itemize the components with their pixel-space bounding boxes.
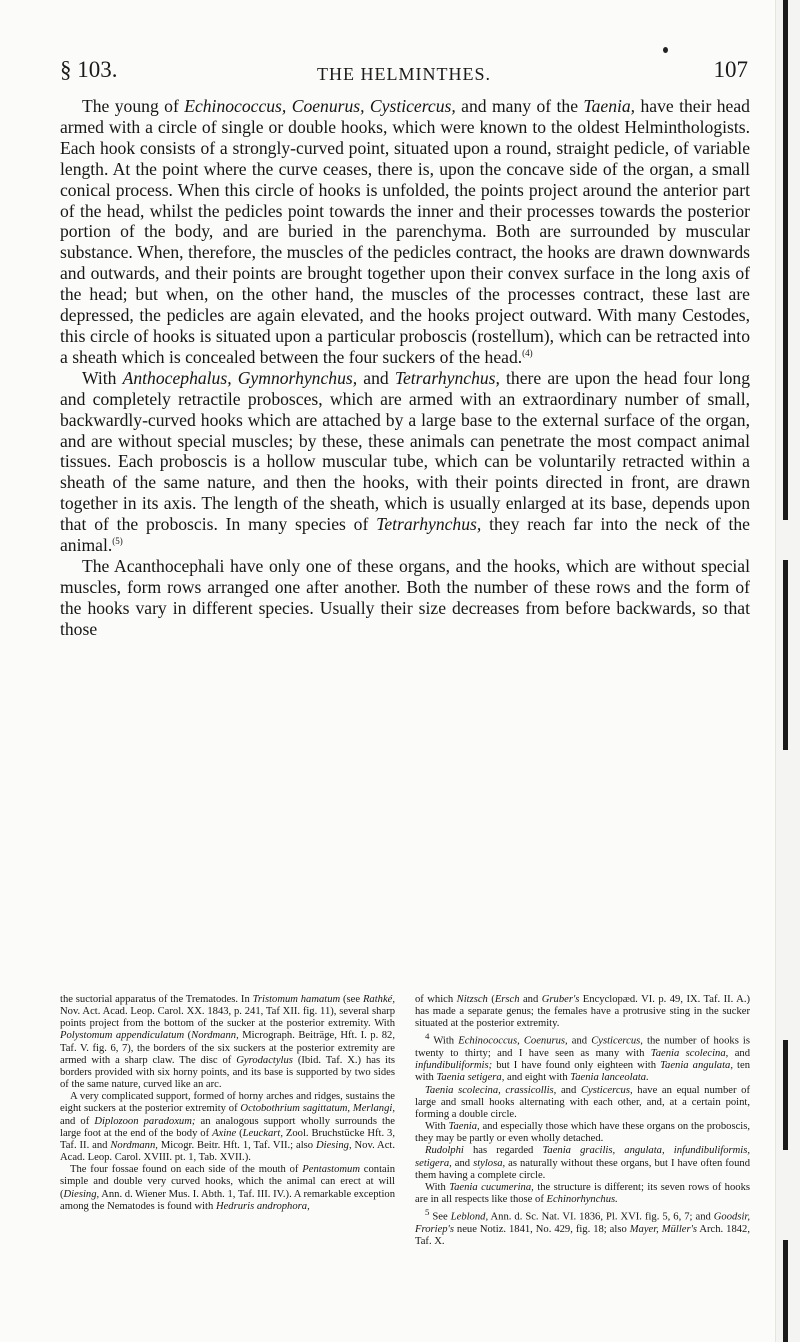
footnote: The four fossae found on each side of the mouth of Pentastomum contain simple and double very curved hooks, which the animal can erect at will (Diesing, Ann. d. Wiener Mus. I. Abth. 1, Taf. III. IV.). A remarkable exception among the Nematodes is found with Hedruris androphora, — [60, 1164, 395, 1212]
footnote: With Taenia, and especially those which have these organs on the proboscis, they may be partly or even wholly detached. — [415, 1121, 750, 1145]
footnote-ref: (4) — [522, 347, 533, 358]
footnote: the suctorial apparatus of the Trematodes. In Tristomum hamatum (see Rathké, Nov. Act. Acad. Leop. Carol. XX. 1843, p. 241, Taf XII. fig. 11), several sharp points project from the bottom of the sucker at the posterior extremity. With Polystomum appendiculatum (Nordmann, Micrograph. Beiträge, Hft. I. p. 82, Taf. V. fig. 6, 7), the borders of the six suckers at the posterior extremity are armed with a sharp claw. The disc of Gyrodactylus (Ibid. Taf. X.) has its borders provided with six horny points, and its base is supported by two sides of the same nature, curved like an arc. — [60, 994, 396, 1091]
page-number: 107 — [713, 57, 748, 82]
footnotes — [60, 994, 750, 1248]
paragraph: With Anthocephalus, Gymnorhynchus, and Tetrarhynchus, there are upon the head four long and completely retractile probosces, which are armed with an extraordinary number of small, backwardly-curved hooks which are attached by a large base to the external surface of the organ, and are without special muscles; by these, these animals can penetrate the most compact animal tissues. Each proboscis is a hollow muscular tube, which can be voluntarily retracted within a sheath of the same nature, and then the hooks, with their points directed in front, are drawn together in its axis. The length of the sheath, which is usually enlarged at its base, depends upon that of the proboscis. In many species of Tetrarhynchus, they reach far into the neck of the animal.$^{(5)}$ — [60, 367, 750, 556]
ink-speck — [663, 47, 668, 53]
footnote: Taenia scolecina, crassicollis, and Cysticercus, have an equal number of large and small hooks alternating with each other, and, at a certain point, forming a double circle. — [415, 1084, 750, 1120]
footnote: $^5$ See Leblond, Ann. d. Sc. Nat. VI. 1836, Pl. XVI. fig. 5, 6, 7; and Goodsir, Froriep's neue Notiz. 1841, No. 429, fig. 18; also Mayer, Müller's Arch. 1842, Taf. X. — [415, 1207, 750, 1248]
paragraph: The young of Echinococcus, Coenurus, Cysticercus, and many of the Taenia, have their head armed with a circle of single or double hooks, which were known to the oldest Helminthologists. Each hook consists of a strongly-curved point, situated upon a round, straight pedicle, of variable length. At the point where the curve ceases, there is, upon the concave side of the organ, a small conical process. When this circle of hooks is unfolded, the points project around the anterior part of the head, whilst the pedicles point towards the inner and their processes towards the posterior portion of the body, and are buried in the parenchyma. Both are surrounded by muscular substance. When, therefore, the muscles of the pedicles contract, the hooks are drawn downwards and outwards, and their points are brought together upon their convex surface in the long axis of the head; but when, on the other hand, the muscles of the processes contract, these last are depressed, the pedicles are again elevated, and the hooks project outward. With many Cestodes, this circle of hooks is situated upon a particular proboscis (rostellum), which can be retracted into a sheath which is concealed between the four suckers of the head.$^{(4)}$ — [60, 96, 750, 367]
running-header — [60, 55, 748, 85]
main-text — [60, 96, 750, 640]
footnote: $^4$ With Echinococcus, Coenurus, and Cysticercus, the number of hooks is twenty to thirty; and I have seen as many with Taenia scolecina, and infundibuliformis; but I have found only eighteen with Taenia angulata, ten with Taenia setigera, and eight with Taenia lanceolata. — [415, 1031, 750, 1084]
footnotes-left-column — [60, 994, 395, 1248]
footnote-number: 4 — [425, 1031, 430, 1042]
footnote-ref: (5) — [112, 536, 123, 547]
running-title: THE HELMINTHES. — [317, 64, 491, 84]
footnote: Rudolphi has regarded Taenia gracilis, angulata, infundibuliformis, setigera, and stylosa, as naturally without these organs, but I have often found them having a complete circle. — [415, 1145, 750, 1181]
footnote: A very complicated support, formed of horny arches and ridges, sustains the eight suckers at the posterior extremity of Octobothrium sagittatum, Merlangi, and of Diplozoon paradoxum; an analogous support wholly surrounds the large foot at the end of the body of Axine (Leuckart, Zool. Bruchstücke Hft. 3, Taf. II. and Nordmann, Micogr. Beitr. Hft. 1, Taf. VII.; also Diesing, Nov. Act. Acad. Leop. Carol. XVIII. pt. 1, Tab. XVII.). — [60, 1091, 396, 1164]
section-number: § 103. — [60, 57, 118, 82]
footnote: With Taenia cucumerina, the structure is different; its seven rows of hooks are in all respects like those of Echinorhynchus. — [415, 1181, 750, 1206]
footnotes-right-column — [415, 994, 750, 1248]
footnote: of which Nitzsch (Ersch and Gruber's Encyclopæd. VI. p. 49, IX. Taf. II. A.) has made a separate genus; the females have a protrusive sting in the sucker situated at the posterior extremity. — [415, 994, 751, 1030]
paragraph: The Acanthocephali have only one of these organs, and the hooks, which are without special muscles, form rows arranged one after another. Both the number of these rows and the form of the hooks vary in different species. Usually their size decreases from before backwards, so that those — [60, 555, 750, 639]
page-edge-binding — [775, 0, 800, 1342]
footnote-number: 5 — [425, 1207, 430, 1218]
